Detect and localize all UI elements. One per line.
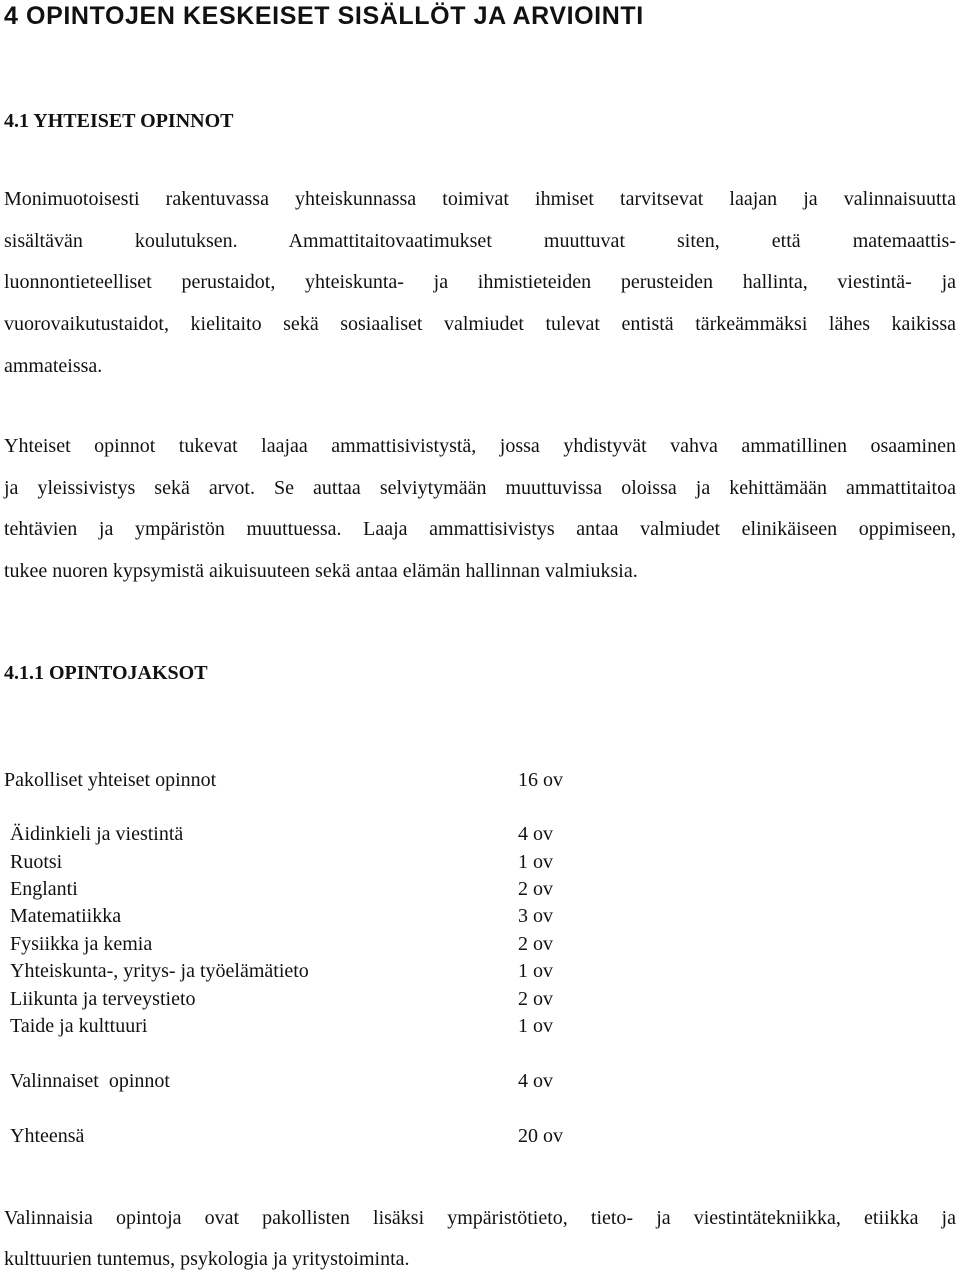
- paragraph-line: ja yleissivistys sekä arvot. Se auttaa selviytymään muuttuvissa oloissa ja kehittämään ammattitaitoa: [4, 477, 956, 499]
- paragraph-line: Monimuotoisesti rakentuvassa yhteiskunnassa toimivat ihmiset tarvitsevat laajan ja valinnaisuutta: [4, 188, 956, 210]
- row-value: 3 ov: [518, 905, 553, 927]
- row-label: Ruotsi: [10, 851, 63, 873]
- row-label: Taide ja kulttuuri: [10, 1015, 148, 1037]
- paragraph-line: Valinnaisia opintoja ovat pakollisten lisäksi ympäristötieto, tieto- ja viestintätekniikka, etiikka ja: [4, 1207, 956, 1229]
- paragraph-line: tehtävien ja ympäristön muuttuessa. Laaja ammattisivistys antaa valmiudet elinikäiseen oppimiseen,: [4, 518, 956, 540]
- paragraph-line: sisältävän koulutuksen. Ammattitaitovaatimukset muuttuvat siten, että matemaattis-: [4, 230, 956, 252]
- table-row: [0, 1013, 960, 1039]
- row-value: 1 ov: [518, 851, 553, 873]
- row-value: 4 ov: [518, 1070, 553, 1092]
- total-row: [0, 1123, 960, 1149]
- table-row: [0, 903, 960, 929]
- row-label: Fysiikka ja kemia: [10, 933, 153, 955]
- table-row: [0, 958, 960, 984]
- elective-row: [0, 1068, 960, 1094]
- table-row: [0, 849, 960, 875]
- subsection-heading: 4.1.1 OPINTOJAKSOT: [4, 662, 208, 684]
- row-value: 1 ov: [518, 1015, 553, 1037]
- row-value: 20 ov: [518, 1125, 563, 1147]
- table-row: [0, 876, 960, 902]
- chapter-heading: 4 OPINTOJEN KESKEISET SISÄLLÖT JA ARVIOINTI: [4, 2, 644, 30]
- row-label: Matematiikka: [10, 905, 122, 927]
- row-value: 2 ov: [518, 988, 553, 1010]
- paragraph-line: tukee nuoren kypsymistä aikuisuuteen sekä antaa elämän hallinnan valmiuksia.: [4, 560, 638, 582]
- row-value: 2 ov: [518, 933, 553, 955]
- row-value: 1 ov: [518, 960, 553, 982]
- paragraph-line: ammateissa.: [4, 355, 103, 377]
- row-label: Yhteiskunta-, yritys- ja työelämätieto: [10, 960, 309, 982]
- row-label: Englanti: [10, 878, 78, 900]
- table-row: [0, 931, 960, 957]
- row-value: 16 ov: [518, 769, 563, 791]
- row-label: Äidinkieli ja viestintä: [10, 823, 184, 845]
- row-label: Liikunta ja terveystieto: [10, 988, 196, 1010]
- row-value: 2 ov: [518, 878, 553, 900]
- row-label: Valinnaiset opinnot: [10, 1070, 170, 1092]
- paragraph-line: vuorovaikutustaidot, kielitaito sekä sosiaaliset valmiudet tulevat entistä tärkeämmäksi lähes kaikissa: [4, 313, 956, 335]
- row-label: Pakolliset yhteiset opinnot: [4, 769, 217, 791]
- table-row: [0, 821, 960, 847]
- row-value: 4 ov: [518, 823, 553, 845]
- table-row: [0, 986, 960, 1012]
- paragraph-line: luonnontieteelliset perustaidot, yhteiskunta- ja ihmistieteiden perusteiden hallinta, viestintä- ja: [4, 271, 956, 293]
- mandatory-row: [0, 767, 960, 793]
- row-label: Yhteensä: [10, 1125, 85, 1147]
- paragraph-line: Yhteiset opinnot tukevat laajaa ammattisivistystä, jossa yhdistyvät vahva ammatillinen osaaminen: [4, 435, 956, 457]
- section-heading: 4.1 YHTEISET OPINNOT: [4, 110, 234, 132]
- paragraph-line: kulttuurien tuntemus, psykologia ja yritystoiminta.: [4, 1248, 410, 1270]
